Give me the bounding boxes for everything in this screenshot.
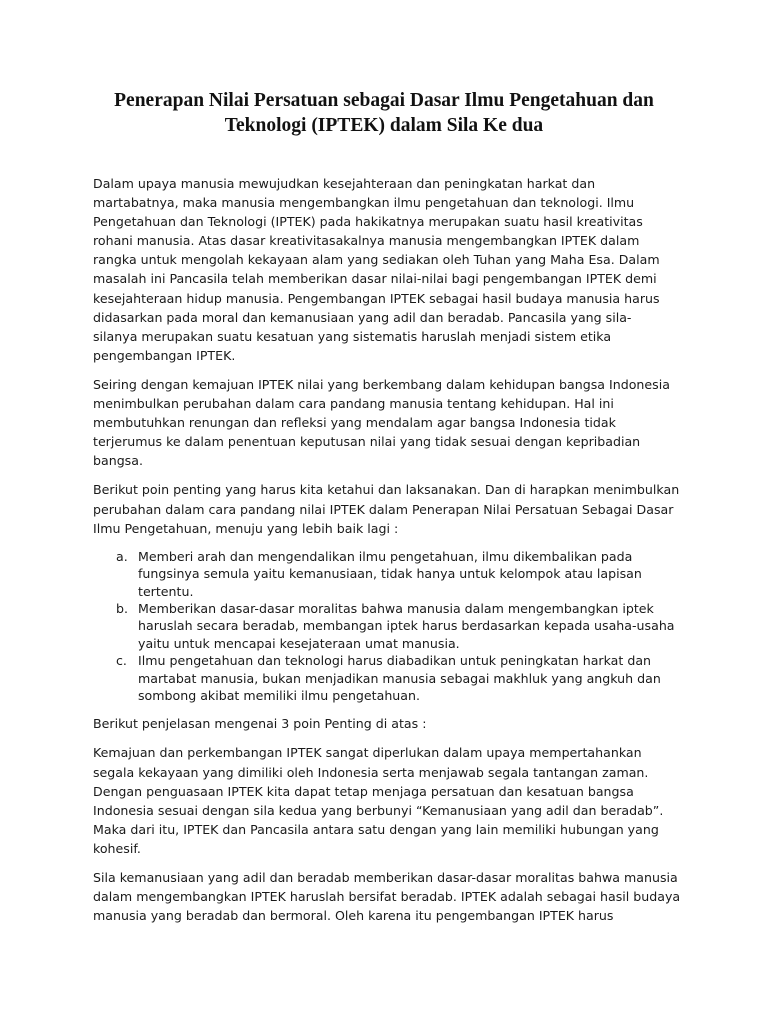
list-marker: c.: [116, 653, 127, 669]
text-line: membutuhkan renungan dan refleksi yang mendalam agar bangsa Indonesia tidak: [93, 415, 616, 431]
list-item: [93, 600, 689, 652]
text-line: Berikut penjelasan mengenai 3 poin Penting di atas :: [93, 716, 427, 732]
text-line: pengembangan IPTEK.: [93, 347, 236, 363]
text-line: kesejahteraan hidup manusia. Pengembangan IPTEK sebagai hasil budaya manusia harus: [93, 290, 660, 306]
text-line: kohesif.: [93, 840, 141, 856]
title-line: Teknologi (IPTEK) dalam Sila Ke dua: [224, 115, 544, 136]
text-line: Dengan penguasaan IPTEK kita dapat tetap menjaga persatuan dan kesatuan bangsa: [93, 783, 634, 799]
text-line: Memberi arah dan mengendalikan ilmu pengetahuan, ilmu dikembalikan pada: [138, 548, 633, 564]
text-line: silanya merupakan suatu kesatuan yang sistematis haruslah menjadi sistem etika: [93, 328, 612, 344]
text-line: rangka untuk mengolah kekayaan alam yang sediakan oleh Tuhan yang Maha Esa. Dalam: [93, 252, 660, 268]
text-line: tertentu.: [138, 583, 194, 599]
paragraph-intro: [93, 174, 689, 365]
paragraph-explanation-intro: [93, 714, 689, 733]
paragraph-iptek-progress: [93, 743, 689, 858]
text-line: bangsa.: [93, 453, 143, 469]
list-marker: b.: [116, 600, 128, 616]
paragraph-points-intro: [93, 480, 689, 537]
text-line: martabat manusia, bukan menjadikan manusia sebagai makhluk yang angkuh dan: [138, 670, 661, 686]
text-line: Dalam upaya manusia mewujudkan kesejahteraan dan peningkatan harkat dan: [93, 176, 596, 191]
text-line: yaitu untuk mencapai kesejateraan umat manusia.: [138, 635, 460, 651]
text-line: perubahan dalam cara pandang nilai IPTEK dalam Penerapan Nilai Persatuan Sebagai Dasar: [93, 501, 674, 517]
text-line: sombong akibat memiliki ilmu pengetahuan.: [138, 687, 420, 703]
text-line: Berikut poin penting yang harus kita ketahui dan laksanakan. Dan di harapkan menimbulkan: [93, 482, 680, 498]
list-marker: a.: [116, 548, 128, 564]
text-line: masalah ini Pancasila telah memberikan dasar nilai-nilai bagi pengembangan IPTEK demi: [93, 271, 657, 287]
text-line: Seiring dengan kemajuan IPTEK nilai yang berkembang dalam kehidupan bangsa Indonesia: [93, 376, 670, 392]
text-line: manusia yang beradab dan bermoral. Oleh karena itu pengembangan IPTEK harus: [93, 908, 614, 924]
text-line: martabatnya, maka manusia mengembangkan ilmu pengetahuan dan teknologi. Ilmu: [93, 195, 635, 211]
list-item: [93, 652, 689, 704]
text-line: terjerumus ke dalam penentuan keputusan nilai yang tidak sesuai dengan kepribadian: [93, 434, 641, 450]
text-line: Indonesia sesuai dengan sila kedua yang berbunyi “Kemanusiaan yang adil dan beradab”.: [93, 802, 664, 818]
points-list: [93, 548, 689, 705]
text-line: menimbulkan perubahan dalam cara pandang manusia tentang kehidupan. Hal ini: [93, 396, 614, 412]
title-line: Penerapan Nilai Persatuan sebagai Dasar Ilmu Pengetahuan dan: [114, 90, 654, 111]
text-line: Memberikan dasar-dasar moralitas bahwa manusia dalam mengembangkan iptek: [138, 600, 654, 616]
text-line: segala kekayaan yang dimiliki oleh Indonesia serta menjawab segala tantangan zaman.: [93, 764, 649, 780]
list-item: [93, 548, 689, 600]
text-line: rohani manusia. Atas dasar kreativitasakalnya manusia mengembangkan IPTEK dalam: [93, 233, 640, 249]
text-line: fungsinya semula yaitu kemanusiaan, tidak hanya untuk kelompok atau lapisan: [138, 566, 642, 582]
text-line: haruslah secara beradab, membangan iptek harus berdasarkan kepada usaha-usaha: [138, 618, 675, 634]
text-line: didasarkan pada moral dan kemanusiaan yang adil dan beradab. Pancasila yang sila-: [93, 309, 632, 325]
text-line: Kemajuan dan perkembangan IPTEK sangat diperlukan dalam upaya mempertahankan: [93, 745, 642, 761]
paragraph-second-principle: [93, 868, 689, 925]
text-line: Maka dari itu, IPTEK dan Pancasila antara satu dengan yang lain memiliki hubungan yang: [93, 821, 659, 837]
text-line: Ilmu Pengetahuan, menuju yang lebih baik lagi :: [93, 520, 399, 536]
text-line: Pengetahuan dan Teknologi (IPTEK) pada hakikatnya merupakan suatu hasil kreativitas: [93, 214, 643, 230]
document-body: [93, 174, 689, 935]
text-line: Ilmu pengetahuan dan teknologi harus diabadikan untuk peningkatan harkat dan: [138, 653, 652, 669]
text-line: dalam mengembangkan IPTEK haruslah bersifat beradab. IPTEK adalah sebagai hasil budaya: [93, 889, 681, 905]
document-title: [80, 88, 688, 138]
text-line: Sila kemanusiaan yang adil dan beradab memberikan dasar-dasar moralitas bahwa manusia: [93, 870, 678, 885]
paragraph-progress: [93, 375, 689, 470]
